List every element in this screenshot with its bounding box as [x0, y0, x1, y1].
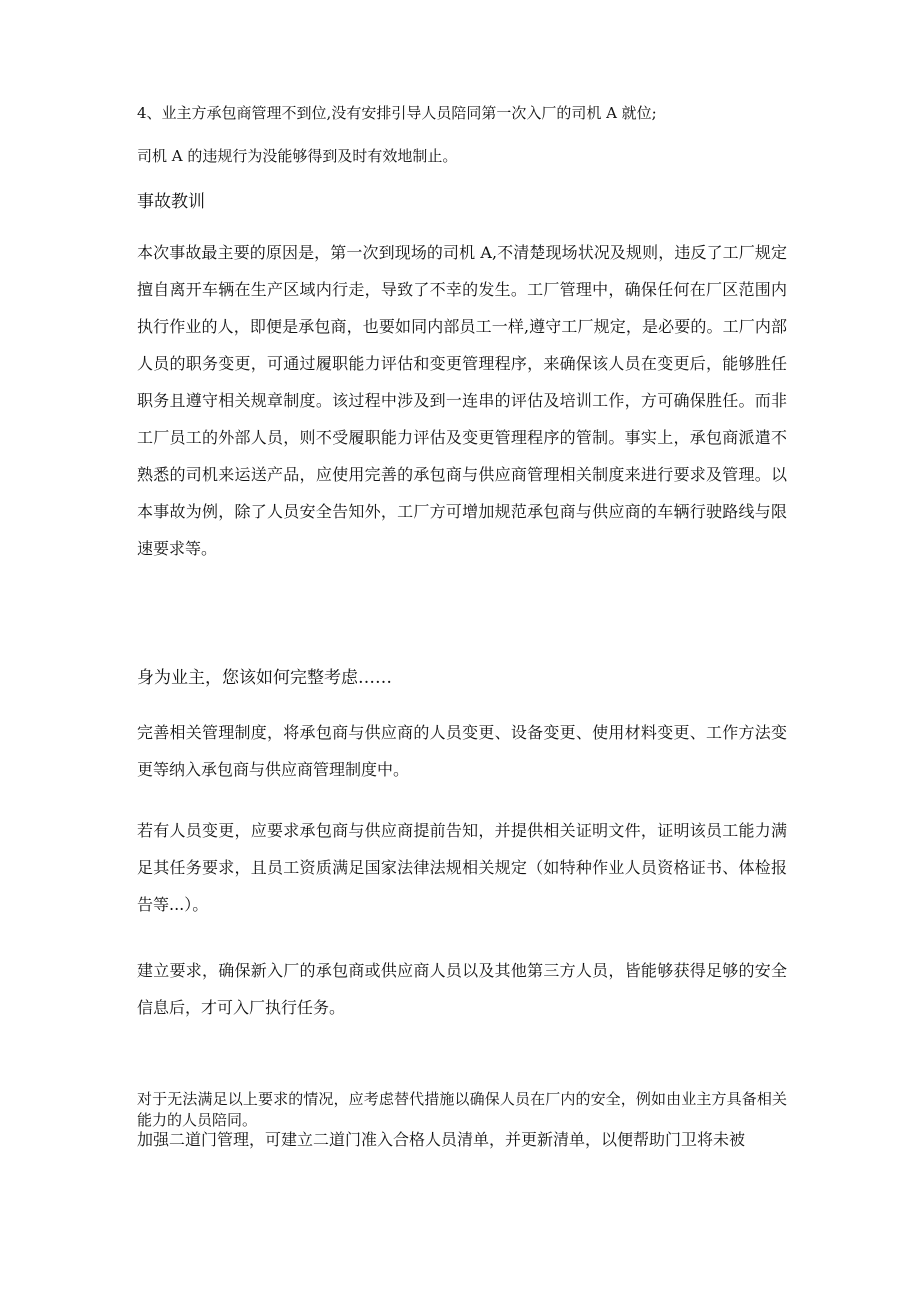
section-heading-owner-considerations: 身为业主，您该如何完整考虑……: [137, 668, 392, 688]
measure-paragraph-alternative-measures: 对于无法满足以上要求的情况，应考虑替代措施以确保人员在厂内的安全，例如由业主方具备相关能力的人员陪同。: [137, 1090, 787, 1129]
measure-paragraph-safety-information: 建立要求，确保新入厂的承包商或供应商人员以及其他第三方人员，皆能够获得足够的安全信息后，才可入厂执行任务。: [137, 961, 787, 1017]
measure-paragraph-personnel-change: 若有人员变更，应要求承包商与供应商提前告知，并提供相关证明文件，证明该员工能力满足其任务要求，且员工资质满足国家法律法规相关规定（如特种作业人员资格证书、体检报告等...）。: [137, 821, 787, 914]
measure-paragraph-management-system: 完善相关管理制度，将承包商与供应商的人员变更、设备变更、使用材料变更、工作方法变更等纳入承包商与供应商管理制度中。: [137, 723, 787, 779]
lessons-body-paragraph: 本次事故最主要的原因是，第一次到现场的司机 A,不清楚现场状况及规则，违反了工厂规定擅自离开车辆在生产区域内行走，导致了不幸的发生。工厂管理中，确保任何在厂区范围内执行作业的人，即便是承包商，也要如同内部员工一样,遵守工厂规定，是必要的。工厂内部人员的职务变更，可通过履职能力评估和变更管理程序，来确保该人员在变更后，能够胜任职务且遵守相关规章制度。该过程中涉及到一连串的评估及培训工作，方可确保胜任。而非工厂员工的外部人员，则不受履职能力评估及变更管理程序的管制。事实上，承包商派遣不熟悉的司机来运送产品，应使用完善的承包商与供应商管理相关制度来进行要求及管理。以本事故为例，除了人员安全告知外，工厂方可增加规范承包商与供应商的车辆行驶路线与限速要求等。: [137, 243, 787, 558]
cause-item-4: 4、业主方承包商管理不到位,没有安排引导人员陪同第一次入厂的司机 A 就位;: [137, 104, 657, 122]
cause-item-4-continuation: 司机 A 的违规行为没能够得到及时有效地制止。: [137, 147, 458, 165]
section-heading-lessons: 事故教训: [137, 192, 205, 212]
measure-paragraph-second-gate: 加强二道门管理，可建立二道门准入合格人员清单，并更新清单，以便帮助门卫将未被: [137, 1130, 746, 1149]
